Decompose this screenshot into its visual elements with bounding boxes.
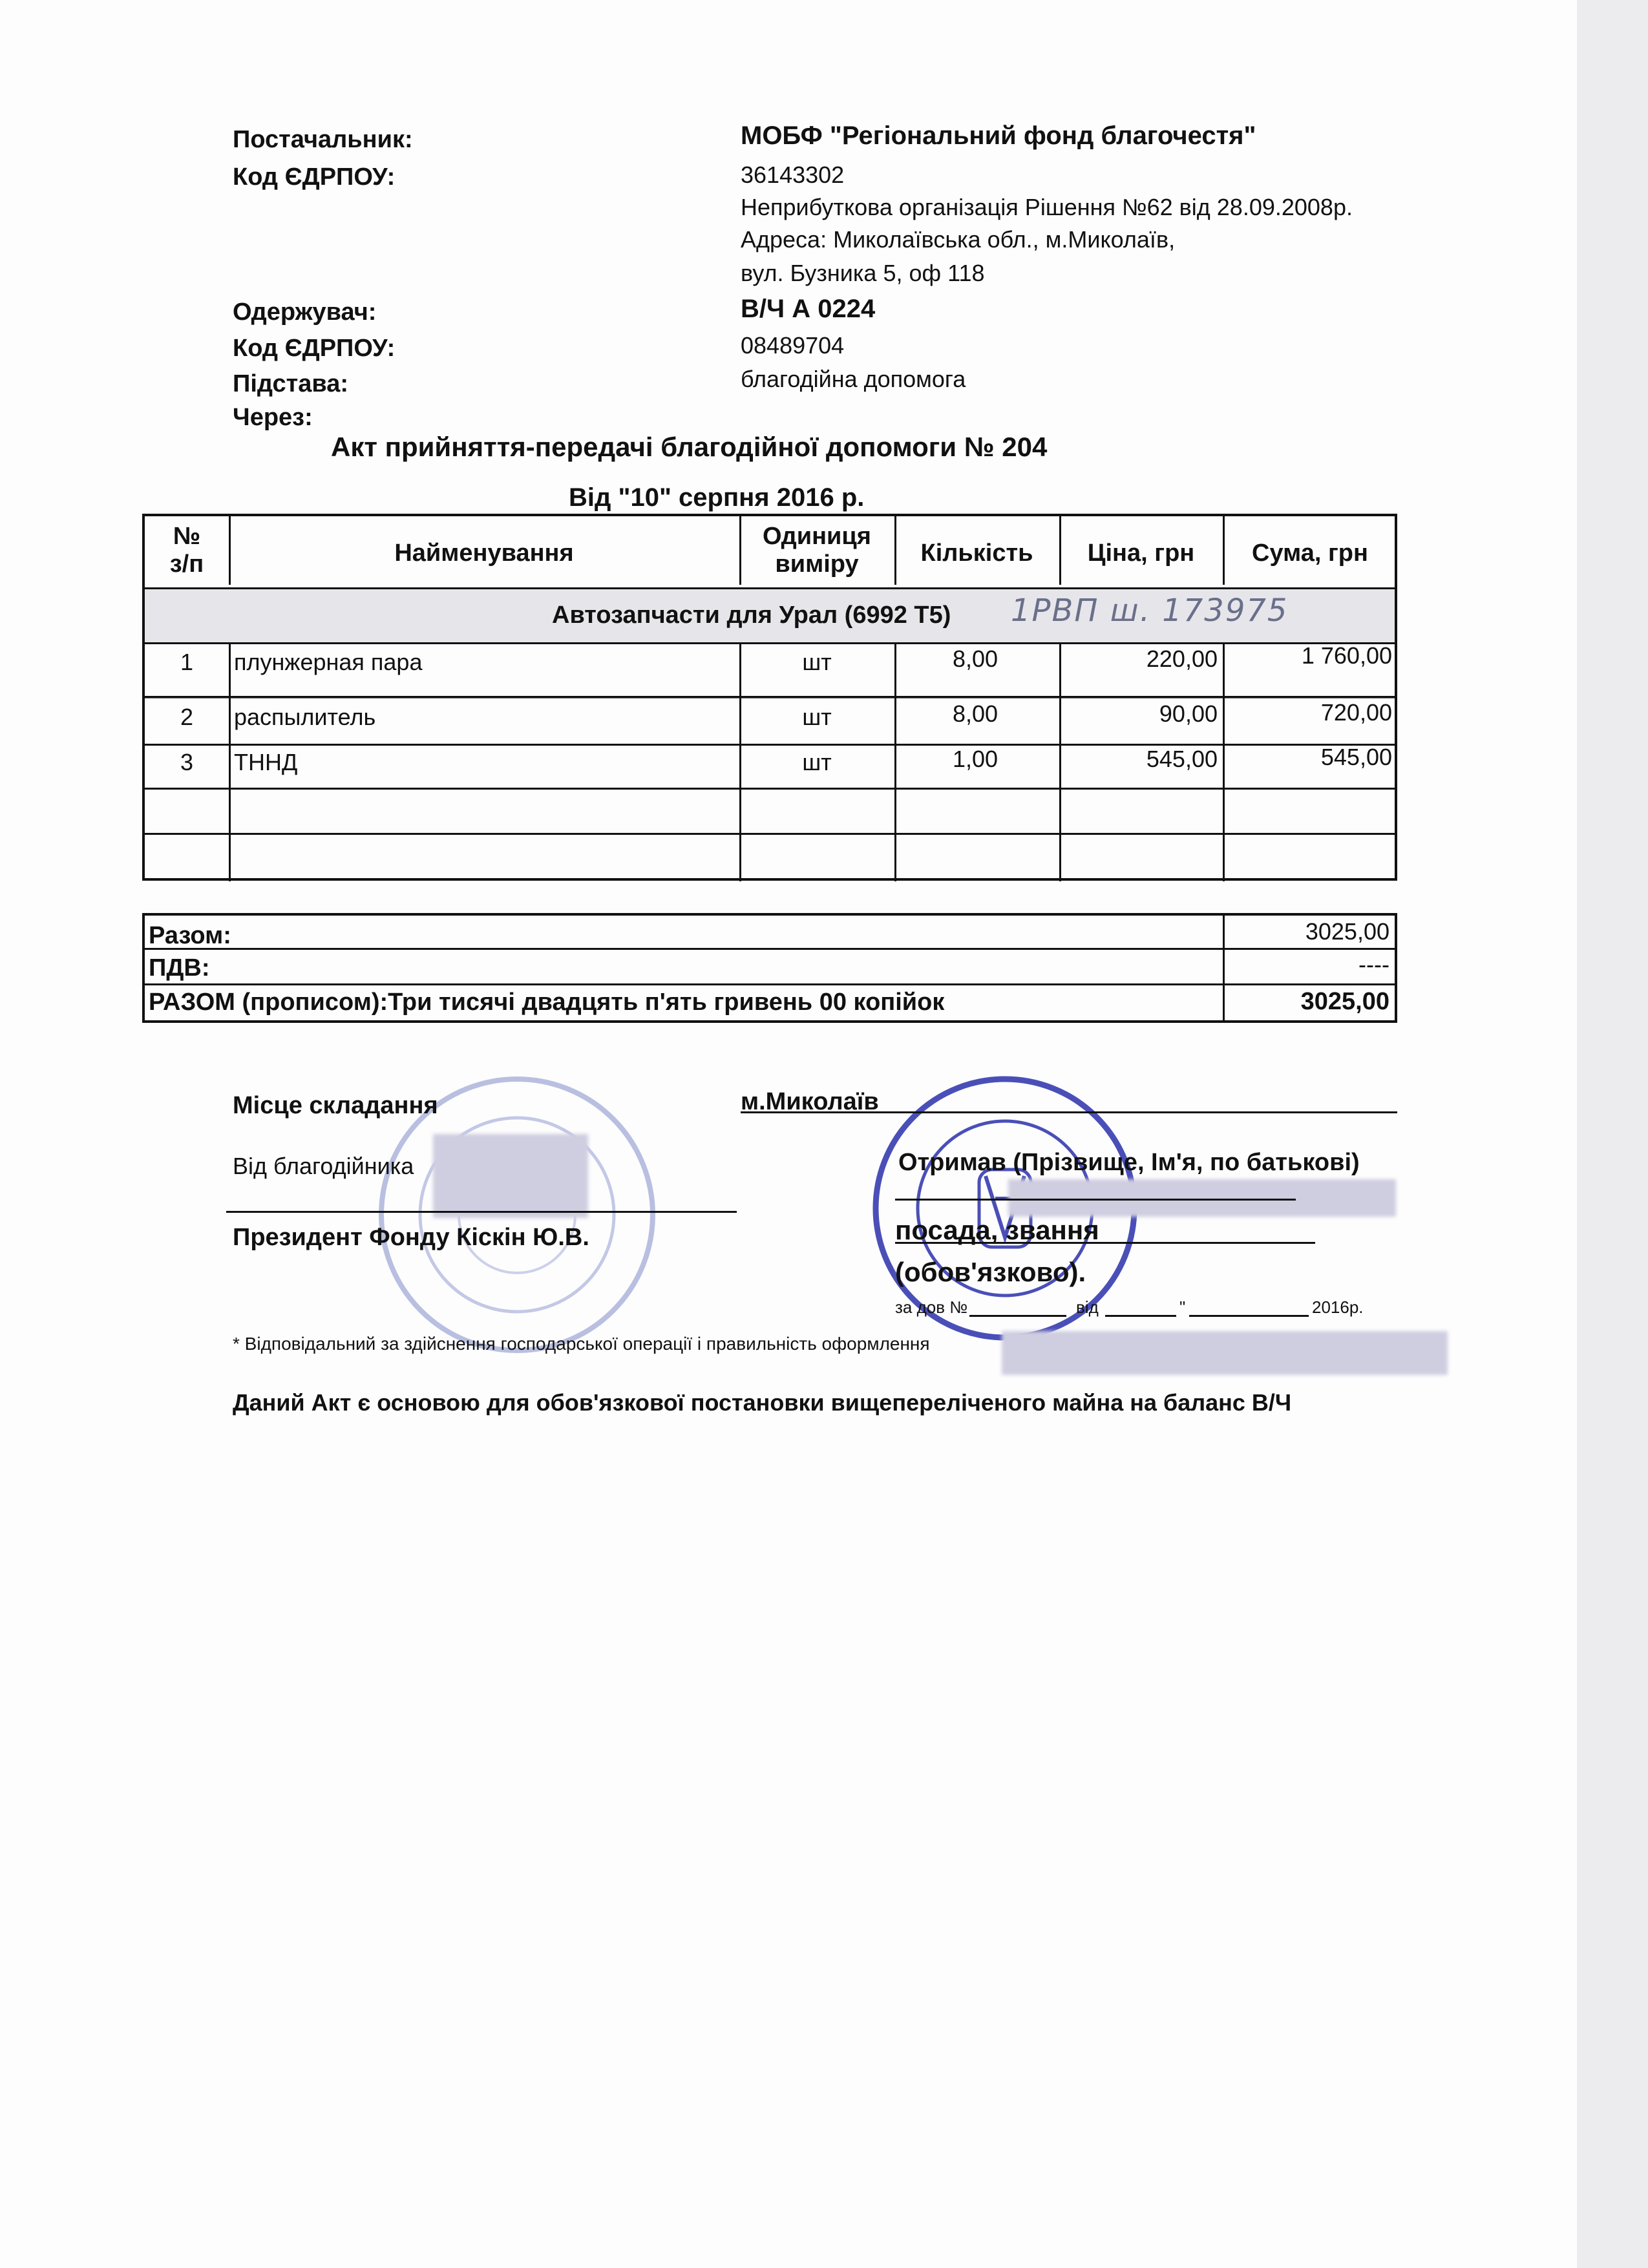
- row1-price: 220,00: [1146, 646, 1218, 672]
- supplier-label: Постачальник:: [233, 126, 413, 153]
- row3-unit: шт: [802, 749, 832, 775]
- row2-price: 90,00: [1159, 700, 1218, 727]
- position-underline: [895, 1242, 1315, 1244]
- row2-sum: 720,00: [1320, 699, 1392, 726]
- row3-sum: 545,00: [1320, 744, 1392, 770]
- scanner-edge: [1577, 0, 1648, 2268]
- document-title: Акт прийняття-передачі благодійної допомоги № 204: [331, 432, 1048, 462]
- handwritten-note: 1РВП ш. 173975: [1011, 593, 1289, 629]
- via-label: Через:: [233, 404, 313, 431]
- header-price: Ціна, грн: [1087, 540, 1195, 567]
- basis-note: Даний Акт є основою для обов'язкової постановки вищепереліченого майна на баланс В/Ч: [233, 1389, 1292, 1416]
- vat-value: ----: [1358, 951, 1389, 978]
- group-title: Автозапчасти для Урал (6992 Т5): [552, 602, 951, 629]
- supplier-note: Неприбуткова організація Рішення №62 від 28.09.2008р.: [741, 194, 1353, 220]
- received-label: Отримав (Прізвище, Ім'я, по батькові): [898, 1149, 1360, 1176]
- recipient-code-label: Код ЄДРПОУ:: [233, 335, 396, 362]
- place-label: Місце складання: [233, 1092, 438, 1119]
- vat-label: ПДВ:: [149, 954, 210, 982]
- donor-underline: [226, 1211, 737, 1213]
- supplier-address-line2: вул. Бузника 5, оф 118: [741, 260, 985, 286]
- row2-name: распылитель: [234, 704, 376, 730]
- redacted-donor: [433, 1134, 588, 1218]
- basis-label: Підстава:: [233, 370, 349, 397]
- recipient-code: 08489704: [741, 332, 845, 359]
- basis-value: благодійна допомога: [741, 366, 966, 392]
- row3-price: 545,00: [1146, 746, 1218, 772]
- supplier-code: 36143302: [741, 162, 845, 188]
- position-label: посада, звання: [895, 1215, 1099, 1245]
- row3-name: ТННД: [234, 749, 298, 775]
- recipient-label: Одержувач:: [233, 299, 377, 326]
- row3-num: 3: [180, 749, 194, 775]
- row1-qty: 8,00: [953, 646, 998, 672]
- header-name: Найменування: [394, 540, 574, 567]
- contract-from: від: [1076, 1297, 1099, 1317]
- supplier-address-line1: Адреса: Миколаївська обл., м.Миколаїв,: [741, 226, 1176, 253]
- contract-prefix: за дов №: [895, 1297, 968, 1317]
- supplier-name: МОБФ "Регіональний фонд благочестя": [741, 121, 1256, 150]
- row2-qty: 8,00: [953, 700, 998, 727]
- contract-year: 2016р.: [1312, 1297, 1364, 1317]
- totals-table: [142, 913, 1397, 1023]
- row2-num: 2: [180, 704, 194, 730]
- row3-qty: 1,00: [953, 746, 998, 772]
- mandatory-label: (обов'язково).: [895, 1257, 1086, 1287]
- place-value: м.Миколаїв: [741, 1088, 879, 1115]
- responsible-note: * Відповідальний за здійснення господарської операції і правильність оформлення: [233, 1334, 930, 1354]
- row1-sum: 1 760,00: [1301, 642, 1392, 669]
- row2-unit: шт: [802, 704, 832, 730]
- total-words-value: 3025,00: [1300, 988, 1389, 1015]
- row1-name: плунжерная пара: [234, 649, 423, 675]
- redacted-receiver-name: [1008, 1179, 1396, 1217]
- header-unit: Одиниця виміру: [763, 523, 871, 578]
- total-value: 3025,00: [1305, 918, 1389, 945]
- items-table: [142, 514, 1397, 881]
- total-label: Разом:: [149, 922, 231, 949]
- document-date: Від "10" серпня 2016 р.: [569, 483, 865, 512]
- receiver-underline: [895, 1199, 1296, 1201]
- president-signature: Президент Фонду Кіскін Ю.В.: [233, 1224, 589, 1251]
- header-qty: Кількість: [920, 540, 1033, 567]
- place-underline: [741, 1111, 1397, 1113]
- header-sum: Сума, грн: [1252, 540, 1368, 567]
- contract-quote: ": [1179, 1297, 1186, 1317]
- contract-number-line: [969, 1315, 1066, 1317]
- total-words: РАЗОМ (прописом):Три тисячі двадцять п'ять гривень 00 копійок: [149, 989, 945, 1016]
- donor-label: Від благодійника: [233, 1153, 414, 1179]
- row1-unit: шт: [802, 649, 832, 675]
- supplier-code-label: Код ЄДРПОУ:: [233, 163, 396, 191]
- recipient-name: В/Ч А 0224: [741, 295, 876, 323]
- contract-month-line: [1189, 1315, 1309, 1317]
- row1-num: 1: [180, 649, 194, 675]
- redacted-responsible: [1002, 1331, 1448, 1375]
- contract-day-line: [1105, 1315, 1176, 1317]
- header-num: № з/п: [169, 523, 204, 578]
